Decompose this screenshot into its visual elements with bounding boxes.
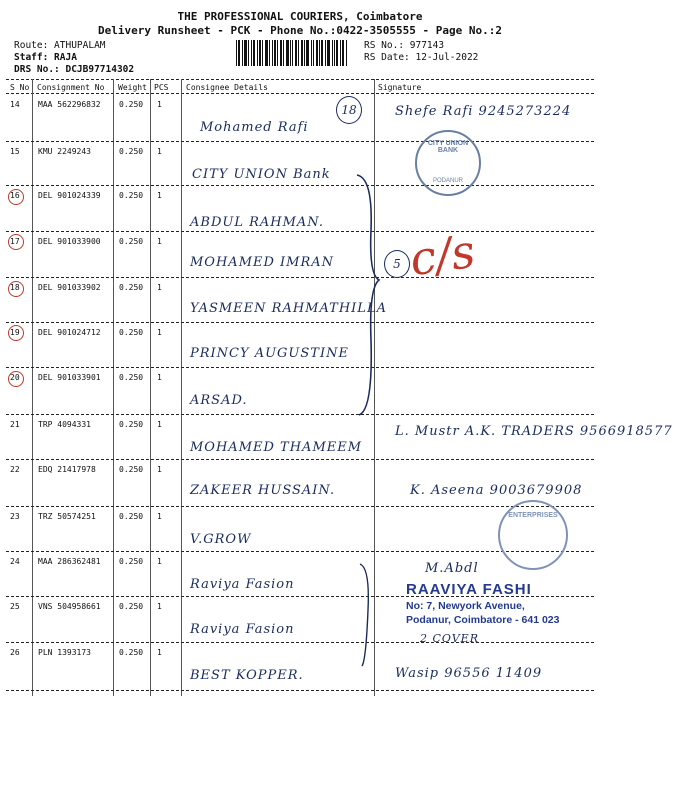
row-pcs: 1 (157, 648, 162, 657)
handwritten-consignee: CITY UNION Bank (192, 167, 331, 182)
row-separator (6, 277, 594, 278)
barcode-bar (301, 40, 303, 66)
barcode-bar (346, 40, 347, 66)
barcode-bar (292, 40, 293, 66)
handwritten-signature: K. Aseena 9003679908 (410, 483, 583, 498)
row-weight: 0.250 (119, 328, 144, 337)
barcode-bar (253, 40, 255, 66)
barcode-bar (336, 40, 338, 66)
row-pcs: 1 (157, 237, 162, 246)
row-weight: 0.250 (119, 373, 144, 382)
handwritten-consignee: PRINCY AUGUSTINE (190, 346, 349, 361)
row-separator (6, 141, 594, 142)
row-consignment-no: DEL 901033901 (38, 373, 101, 382)
col-header-signature: Signature (378, 83, 422, 92)
row-pcs: 1 (157, 602, 162, 611)
row-consignment-no: TRZ 50574251 (38, 512, 96, 521)
barcode-bar (272, 40, 273, 66)
row-pcs: 1 (157, 512, 162, 521)
row-pcs: 1 (157, 328, 162, 337)
row-pcs: 1 (157, 557, 162, 566)
handwritten-signature: L. Mustr A.K. TRADERS 9566918577 (395, 424, 673, 439)
handwritten-consignee: YASMEEN RAHMATHILLA (190, 301, 387, 316)
row-pcs: 1 (157, 283, 162, 292)
red-circle-mark (8, 189, 24, 205)
row-separator (6, 367, 594, 368)
row-weight: 0.250 (119, 420, 144, 429)
header-bottom-rule (6, 93, 594, 94)
col-header-weight: Weight (118, 83, 147, 92)
circled-count-annotation: 18 (336, 96, 362, 124)
barcode-bar (262, 40, 263, 66)
column-divider (150, 79, 151, 696)
barcode-bar (236, 40, 237, 66)
red-circle-mark (8, 234, 24, 250)
row-consignment-no: MAA 286362481 (38, 557, 101, 566)
barcode-bar (342, 40, 344, 66)
row-pcs: 1 (157, 191, 162, 200)
barcode-bar (242, 40, 243, 66)
handwritten-consignee: Raviya Fasion (190, 622, 295, 637)
row-sno: 25 (10, 602, 20, 611)
row-sno: 26 (10, 648, 20, 657)
barcode-bar (286, 40, 289, 66)
barcode-bar (244, 40, 247, 66)
column-divider (181, 79, 182, 696)
barcode-bar (340, 40, 341, 66)
row-sno: 21 (10, 420, 20, 429)
handwritten-signature: M.Abdl (425, 561, 479, 576)
barcode-bar (332, 40, 333, 66)
row-separator (6, 322, 594, 323)
row-consignment-no: DEL 901024339 (38, 191, 101, 200)
row-weight: 0.250 (119, 557, 144, 566)
column-divider (32, 79, 33, 696)
handwritten-signature: Wasip 96556 11409 (395, 666, 543, 681)
row-sno: 16 (10, 191, 20, 200)
col-header-pcs: PCS (154, 83, 169, 92)
row-consignment-no: PLN 1393173 (38, 648, 91, 657)
row-sno: 15 (10, 147, 20, 156)
bank-stamp-subtext: PODANUR (432, 178, 463, 184)
row-separator (6, 690, 594, 691)
row-sno: 23 (10, 512, 20, 521)
handwritten-consignee: MOHAMED IMRAN (190, 255, 335, 270)
barcode-bar (259, 40, 261, 66)
barcode-bar (251, 40, 252, 66)
company-stamp-address2: Podanur, Coimbatore - 641 023 (406, 614, 560, 626)
bracket-mark (355, 170, 385, 420)
bank-stamp-text: CITY UNION BANK (427, 140, 469, 154)
barcode-bar (257, 40, 258, 66)
barcode-bar (274, 40, 276, 66)
row-pcs: 1 (157, 465, 162, 474)
enterprises-stamp-text: ENTERPRISES (508, 512, 558, 519)
row-weight: 0.250 (119, 648, 144, 657)
barcode-bar (334, 40, 335, 66)
barcode-bar (248, 40, 249, 66)
route-label: Route: ATHUPALAM (14, 40, 106, 51)
handwritten-consignee: V.GROW (190, 532, 252, 547)
barcode-bar (238, 40, 240, 66)
row-pcs: 1 (157, 420, 162, 429)
barcode-bar (319, 40, 320, 66)
barcode-bar (265, 40, 268, 66)
row-pcs: 1 (157, 100, 162, 109)
row-weight: 0.250 (119, 283, 144, 292)
row-consignment-no: KMU 2249243 (38, 147, 91, 156)
handwritten-signature: Shefe Rafi 9245273224 (395, 104, 572, 119)
red-circle-mark (8, 281, 24, 297)
cs-red-mark: c/s (406, 223, 479, 287)
row-weight: 0.250 (119, 512, 144, 521)
handwritten-consignee: ARSAD. (190, 393, 248, 408)
route-info (14, 40, 134, 76)
row-weight: 0.250 (119, 465, 144, 474)
row-sno: 19 (10, 328, 20, 337)
bank-round-stamp (415, 130, 481, 196)
col-header-consignment: Consignment No (37, 83, 105, 92)
bracket-count-annotation: 5 (384, 250, 410, 278)
handwritten-consignee: ZAKEER HUSSAIN. (190, 483, 336, 498)
barcode-bar (290, 40, 291, 66)
row-separator (6, 231, 594, 232)
barcode-bar (327, 40, 330, 66)
handwritten-consignee: Raviya Fasion (190, 577, 295, 592)
row-weight: 0.250 (119, 147, 144, 156)
staff-label: Staff: RAJA (14, 52, 77, 63)
barcode-bar (269, 40, 270, 66)
handwritten-consignee: MOHAMED THAMEEM (190, 440, 363, 455)
row-separator (6, 642, 594, 643)
barcode-bar (313, 40, 314, 66)
row-weight: 0.250 (119, 100, 144, 109)
row-separator (6, 414, 594, 415)
barcode-bar (298, 40, 299, 66)
barcode-bar (280, 40, 282, 66)
row-sno: 17 (10, 237, 20, 246)
row-sno: 24 (10, 557, 20, 566)
row-consignment-no: DEL 901024712 (38, 328, 101, 337)
row-consignment-no: DEL 901033902 (38, 283, 101, 292)
row-weight: 0.250 (119, 602, 144, 611)
company-stamp-address1: No: 7, Newyork Avenue, (406, 600, 525, 612)
row-consignment-no: EDQ 21417978 (38, 465, 96, 474)
company-stamp-name: RAAVIYA FASHI (406, 581, 532, 598)
row-pcs: 1 (157, 373, 162, 382)
runsheet-subtitle: Delivery Runsheet - PCK - Phone No.:0422-3505555 - Page No.:2 (98, 24, 502, 37)
column-divider (113, 79, 114, 696)
row-sno: 18 (10, 283, 20, 292)
row-consignment-no: MAA 562296832 (38, 100, 101, 109)
row-consignment-no: VNS 504958661 (38, 602, 101, 611)
row-pcs: 1 (157, 147, 162, 156)
barcode-bar (325, 40, 326, 66)
runsheet-title (0, 10, 600, 38)
barcode-bar (277, 40, 278, 66)
enterprises-round-stamp (498, 500, 568, 570)
row-sno: 14 (10, 100, 20, 109)
rs-number: RS No.: 977143 (364, 40, 445, 51)
red-circle-mark (8, 371, 24, 387)
rs-date: RS Date: 12-Jul-2022 (364, 52, 479, 63)
barcode-bar (283, 40, 284, 66)
company-title: THE PROFESSIONAL COURIERS, Coimbatore (177, 10, 423, 23)
barcode-bar (316, 40, 318, 66)
barcode-bar (306, 40, 309, 66)
red-circle-mark (8, 325, 24, 341)
col-header-consignee: Consignee Details (186, 83, 268, 92)
handwritten-consignee: Mohamed Rafi (200, 120, 309, 135)
handwritten-consignee: ABDUL RAHMAN. (190, 215, 324, 230)
barcode-bar (321, 40, 323, 66)
handwritten-signature: 2 COVER (420, 632, 479, 645)
row-separator (6, 459, 594, 460)
bracket-mark (358, 560, 378, 670)
barcode-bar (311, 40, 312, 66)
drs-number: DRS No.: DCJB97714302 (14, 64, 135, 75)
col-header-sno: S No (10, 83, 30, 92)
row-consignment-no: TRP 4094331 (38, 420, 91, 429)
row-separator (6, 506, 594, 507)
row-weight: 0.250 (119, 191, 144, 200)
row-consignment-no: DEL 901033900 (38, 237, 101, 246)
row-sno: 20 (10, 373, 20, 382)
raaviya-fashion-stamp (406, 581, 559, 626)
row-sno: 22 (10, 465, 20, 474)
table-top-rule (6, 79, 594, 80)
barcode (236, 40, 348, 66)
row-weight: 0.250 (119, 237, 144, 246)
barcode-bar (304, 40, 305, 66)
barcode-bar (295, 40, 297, 66)
row-separator (6, 185, 594, 186)
rs-info (364, 40, 478, 64)
handwritten-consignee: BEST KOPPER. (190, 668, 304, 683)
